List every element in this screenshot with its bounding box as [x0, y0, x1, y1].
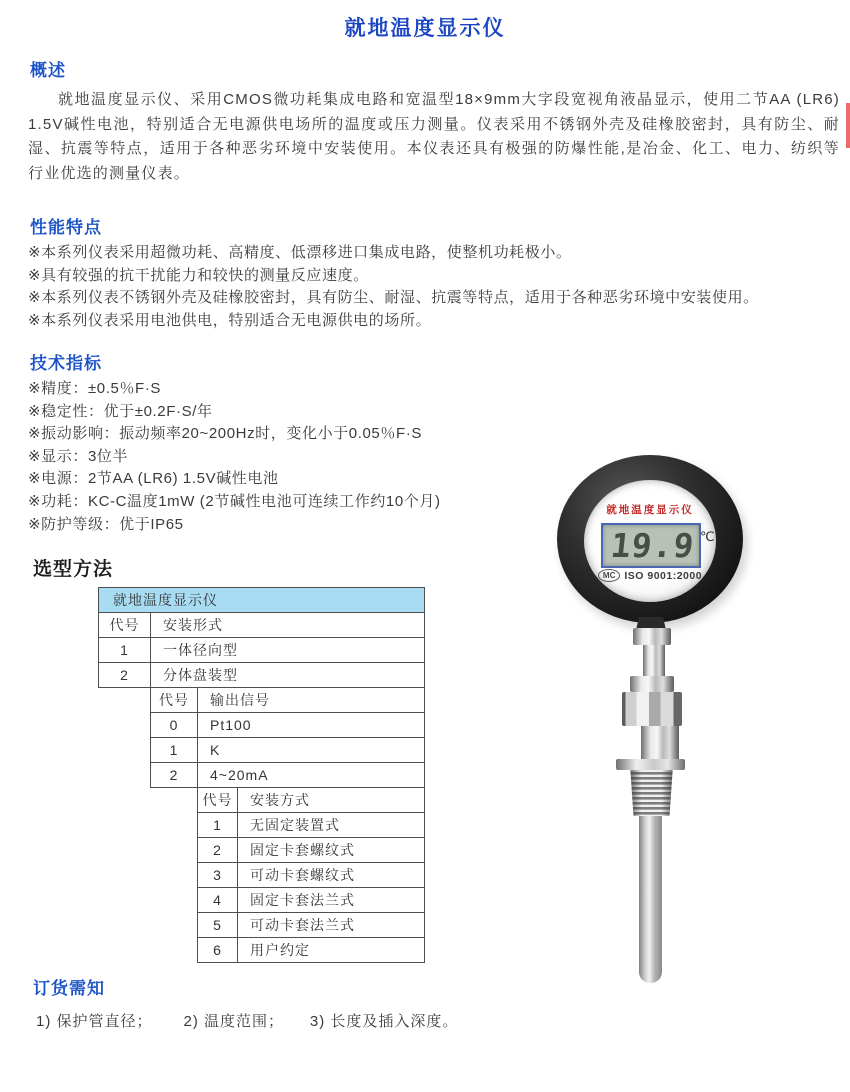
table-value-cell: 一体径向型 [163, 642, 238, 658]
selection-table [98, 587, 425, 963]
table-code-cell: 0 [151, 713, 198, 737]
section-heading-ordering: 订货需知 [33, 979, 105, 998]
gauge-face-title: 就地温度显示仪 [606, 504, 694, 516]
table-value-cell: 可动卡套法兰式 [250, 917, 355, 933]
section-heading-selection: 选型方法 [33, 559, 114, 580]
table-code-cell: 2 [99, 663, 151, 687]
table-code-cell: 6 [198, 938, 238, 962]
table-code-cell: 3 [198, 863, 238, 887]
table-code-cell: 代号 [151, 688, 198, 712]
table-code-cell: 2 [151, 763, 198, 787]
table-value-cell: 输出信号 [210, 692, 270, 708]
spec-item: ※电源：2节AA (LR6) 1.5V碱性电池 [28, 470, 279, 488]
table-code-cell: 1 [198, 813, 238, 837]
spec-item: ※防护等级：优于IP65 [28, 515, 184, 533]
spec-item: ※功耗：KC-C温度1mW (2节碱性电池可连续工作约10个月) [28, 492, 441, 510]
mc-cert-icon: MC [598, 569, 620, 582]
table-value-cell: 4~20mA [210, 767, 269, 783]
certification-row [584, 569, 716, 582]
probe-stem [639, 816, 662, 983]
iso-cert-text: ISO 9001:2000 [624, 569, 703, 582]
selection-table-row [98, 662, 425, 688]
feature-item: ※本系列仪表采用电池供电，特别适合无电源供电的场所。 [28, 311, 432, 329]
table-code-cell: 代号 [198, 788, 238, 812]
edge-marker [846, 103, 850, 148]
table-value-cell: 固定卡套法兰式 [250, 892, 355, 908]
table-code-cell: 1 [151, 738, 198, 762]
flange-washer [616, 759, 685, 770]
lcd-unit: ℃ [700, 529, 715, 544]
selection-table-row [197, 837, 425, 863]
table-value-cell: 分体盘装型 [163, 667, 238, 683]
threaded-fitting [629, 770, 674, 816]
lower-neck [641, 726, 679, 760]
table-code-cell: 代号 [99, 613, 151, 637]
selection-table-row [197, 862, 425, 888]
product-photo [550, 450, 750, 990]
selection-table-row [197, 937, 425, 963]
selection-table-row [150, 687, 425, 713]
selection-table-row [98, 637, 425, 663]
spec-item: ※精度：±0.5％F·S [28, 380, 162, 397]
feature-item: ※具有较强的抗干扰能力和较快的测量反应速度。 [28, 266, 369, 284]
overview-paragraph: 就地温度显示仪、采用CMOS微功耗集成电路和宽温型18×9mm大字段宽视角液晶显示，使用二节AA (LR6) 1.5V碱性电池，特别适合无电源供电场所的温度或压力测量。仪表采用不锈钢外壳及硅橡胶密封，具有防尘、耐湿、抗震等特点，适用于各种恶劣环境中安装使用。本仪表还具有极强的防爆性能,是冶金、化工、电力、纺织等行业优选的测量仪表。 [28, 91, 840, 182]
feature-item: ※本系列仪表不锈钢外壳及硅橡胶密封，具有防尘、耐湿、抗震等特点，适用于各种恶劣环境中安装使用。 [28, 289, 759, 307]
table-value-cell: 无固定装置式 [250, 817, 340, 833]
spec-item: ※振动影响：振动频率20~200Hz时，变化小于0.05％F·S [28, 425, 422, 443]
section-heading-specs: 技术指标 [30, 354, 102, 373]
lcd-display [601, 523, 701, 568]
section-heading-features: 性能特点 [30, 218, 102, 237]
page-title: 就地温度显示仪 [344, 17, 506, 40]
table-value-cell: 安装方式 [250, 792, 310, 808]
selection-table-row [197, 887, 425, 913]
spec-item: ※显示：3位半 [28, 447, 129, 465]
features-list [28, 242, 759, 332]
table-value-cell: 用户约定 [250, 942, 310, 958]
lcd-value: 19.9 [608, 526, 697, 565]
selection-table-row [98, 612, 425, 638]
spec-item: ※稳定性：优于±0.2F·S/年 [28, 402, 213, 420]
stem-cylinder [643, 645, 665, 677]
selection-table-row [150, 712, 425, 738]
table-code-cell: 4 [198, 888, 238, 912]
small-hex-nut [633, 628, 671, 645]
table-value-cell: 可动卡套螺纹式 [250, 867, 355, 883]
large-hex-nut [622, 692, 682, 726]
feature-item: ※本系列仪表采用超微功耗、高精度、低漂移进口集成电路，使整机功耗极小。 [28, 244, 572, 261]
table-value-cell: Pt100 [210, 717, 252, 733]
collar-nut [630, 676, 674, 692]
table-code-cell: 5 [198, 913, 238, 937]
selection-table-row [197, 912, 425, 938]
section-heading-overview: 概述 [30, 61, 66, 80]
selection-table-header: 就地温度显示仪 [98, 587, 425, 613]
ordering-note: 1) 保护管直径； 2) 温度范围； 3) 长度及插入深度。 [36, 1013, 459, 1030]
table-value-cell: K [210, 742, 221, 758]
table-code-cell: 2 [198, 838, 238, 862]
selection-table-row [150, 762, 425, 788]
selection-table-row [150, 737, 425, 763]
table-value-cell: 固定卡套螺纹式 [250, 842, 355, 858]
selection-table-row [197, 812, 425, 838]
specs-list [28, 378, 441, 536]
table-code-cell: 1 [99, 638, 151, 662]
table-value-cell: 安装形式 [163, 617, 223, 633]
selection-table-row [197, 787, 425, 813]
